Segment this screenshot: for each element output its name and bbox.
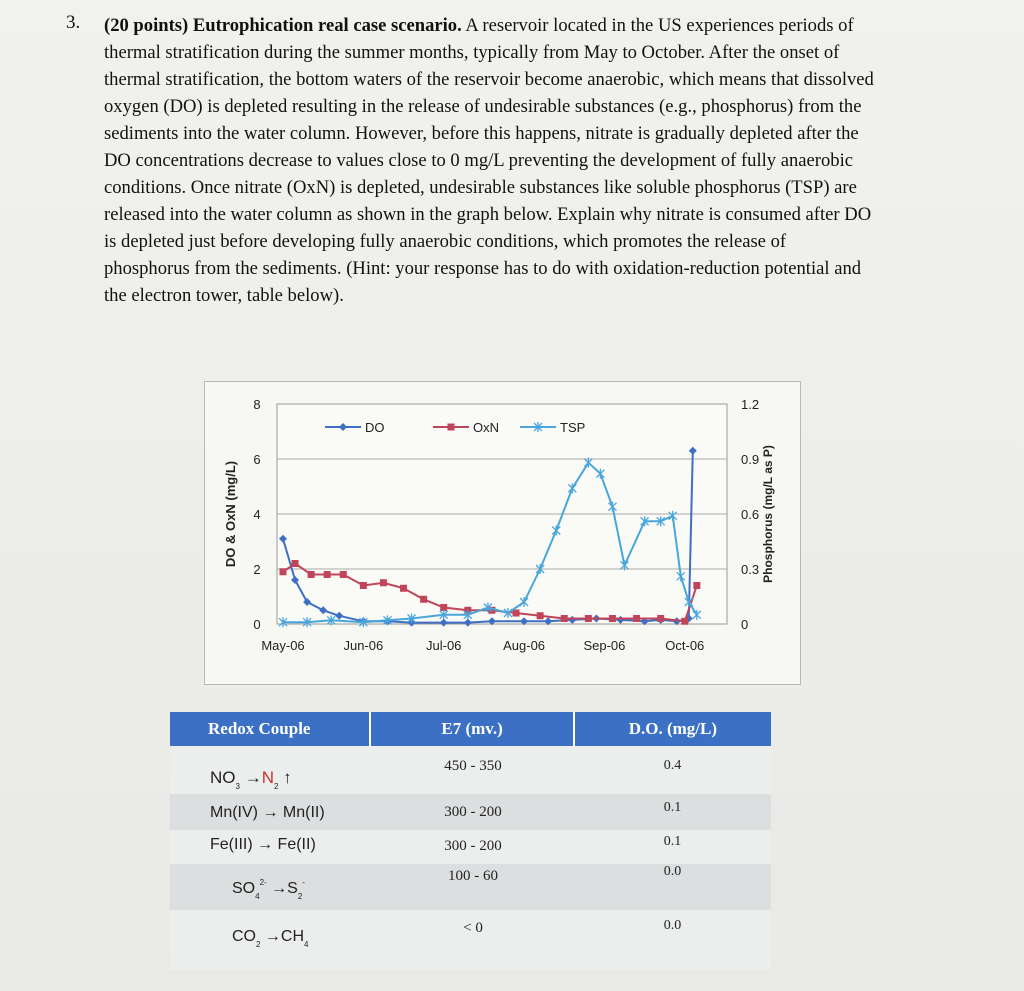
- x-tick-label: Jun-06: [343, 638, 384, 653]
- y-right-tick-label: 0.3: [741, 562, 760, 577]
- table-row: [170, 830, 771, 864]
- data-point-oxn: [380, 579, 387, 586]
- redox-couple-cell: Fe(III) → Fe(II): [210, 836, 316, 853]
- table-row: [170, 794, 771, 830]
- data-point-oxn: [340, 571, 347, 578]
- legend-label-oxn: OxN: [473, 420, 499, 435]
- table-row: [170, 864, 771, 910]
- data-point-oxn: [308, 571, 315, 578]
- table-row: [170, 746, 771, 794]
- e7-cell: 450 - 350: [444, 758, 502, 774]
- x-tick-label: Jul-06: [426, 638, 462, 653]
- y-right-tick-label: 0.6: [741, 507, 760, 522]
- e7-cell: 300 - 200: [444, 838, 502, 854]
- y-left-axis-label: DO & OxN (mg/L): [223, 460, 238, 568]
- redox-table-header: [170, 712, 771, 746]
- x-tick-label: Oct-06: [665, 638, 705, 653]
- do-cell: 0.1: [663, 834, 682, 849]
- data-point-oxn: [633, 615, 640, 622]
- data-point-oxn: [609, 615, 616, 622]
- chart-area: [204, 381, 801, 685]
- y-right-tick-label: 0: [741, 617, 749, 632]
- do-cell: 0.0: [663, 918, 682, 933]
- y-left-tick-label: 6: [253, 452, 261, 467]
- table-row: [170, 910, 771, 970]
- do-cell: 0.1: [663, 800, 682, 815]
- data-point-oxn: [360, 582, 367, 589]
- data-point-oxn: [681, 618, 688, 625]
- header-do: D.O. (mg/L): [628, 719, 717, 738]
- question-title: (20 points) Eutrophication real case scenario.: [104, 15, 462, 36]
- redox-table: [170, 712, 771, 970]
- e7-cell: 300 - 200: [444, 804, 502, 820]
- data-point-oxn: [561, 615, 568, 622]
- legend-label-tsp: TSP: [560, 420, 586, 435]
- data-point-oxn: [585, 615, 592, 622]
- data-point-oxn: [513, 610, 520, 617]
- do-cell: 0.4: [663, 758, 682, 773]
- do-cell: 0.0: [663, 864, 682, 879]
- redox-couple-cell: Mn(IV) → Mn(II): [210, 804, 325, 821]
- data-point-oxn: [324, 571, 331, 578]
- y-right-axis-label: Phosphorus (mg/L as P): [761, 445, 775, 583]
- y-left-tick-label: 0: [253, 617, 261, 632]
- data-point-oxn: [657, 615, 664, 622]
- e7-cell: < 0: [463, 920, 483, 936]
- redox-couple-cell: $SO_4^{2-} \to S_2^-$: [232, 878, 305, 901]
- x-tick-label: May-06: [261, 638, 305, 653]
- data-point-oxn: [537, 612, 544, 619]
- header-redox-couple: Redox Couple: [170, 712, 371, 746]
- data-point-oxn: [280, 568, 287, 575]
- y-right-tick-label: 1.2: [741, 397, 760, 412]
- x-tick-label: Sep-06: [583, 638, 626, 653]
- data-point-oxn: [400, 585, 407, 592]
- question-text: [104, 12, 874, 309]
- question-number: 3.: [66, 12, 81, 33]
- redox-couple-cell: $NO_3 \to N_2$ ↑: [210, 768, 292, 791]
- y-left-tick-label: 8: [253, 397, 261, 412]
- legend-marker-oxn: [448, 424, 455, 431]
- x-tick-label: Aug-06: [503, 638, 546, 653]
- data-point-oxn: [693, 582, 700, 589]
- data-point-oxn: [420, 596, 427, 603]
- question-body: A reservoir located in the US experiences periods of thermal stratification during the summer months, typically from May to October. After the onset of thermal stratification, the bottom waters of the reservoir become anaerobic, which means that dissolved oxygen (DO) is depleted resulting in the release of undesirable substances (e.g., phosphorus) from the sediments into the water column. However, before this happens, nitrate is gradually depleted after the DO concentrations decrease to values close to 0 mg/L preventing the development of fully anaerobic conditions. Once nitrate (OxN) is depleted, undesirable substances like soluble phosphorus (TSP) are released into the water column as shown in the graph below. Explain why nitrate is consumed after DO is depleted just before developing fully anaerobic conditions, which promotes the release of phosphorus from the sediments. (Hint: your response has to do with oxidation-reduction potential and the electron tower, table below).: [104, 15, 874, 306]
- data-point-oxn: [292, 560, 299, 567]
- y-left-tick-label: 4: [253, 507, 261, 522]
- e7-cell: 100 - 60: [448, 868, 498, 884]
- chart-svg: [205, 382, 800, 684]
- legend-label-do: DO: [365, 420, 385, 435]
- y-right-tick-label: 0.9: [741, 452, 760, 467]
- redox-couple-cell: $CO_2 \to CH_4$: [232, 928, 309, 949]
- y-left-tick-label: 2: [253, 562, 261, 577]
- header-e7: E7 (mv.): [371, 712, 574, 746]
